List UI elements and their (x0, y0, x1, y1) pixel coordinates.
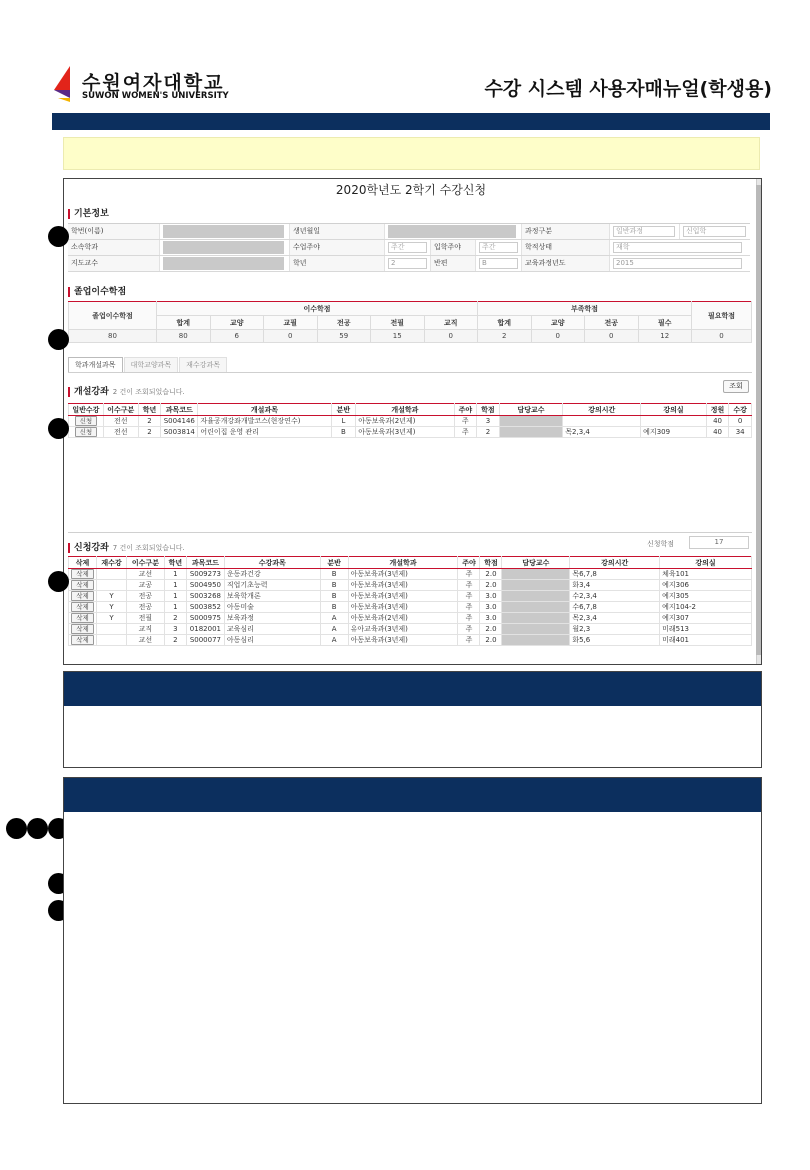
th-col: 과목코드 (186, 557, 224, 569)
cell: 보육학개론 (224, 591, 320, 602)
professor-cell (502, 580, 570, 591)
cell: 아동보육과(3년제) (348, 591, 458, 602)
professor-cell (502, 569, 570, 580)
cell: B (320, 580, 348, 591)
table-row (69, 580, 752, 591)
cell: 예지305 (660, 591, 752, 602)
action-cell (69, 602, 97, 613)
th-col: 재수강 (96, 557, 126, 569)
callout-marker (48, 571, 69, 592)
cell: 주 (458, 602, 480, 613)
credit-cell: 2 (478, 330, 532, 343)
table-row (69, 624, 752, 635)
course-type-value: 일반과정 (610, 224, 680, 239)
grade-value: 2 (385, 256, 431, 271)
cell: Y (96, 602, 126, 613)
th-col: 분반 (320, 557, 348, 569)
th-col: 합계 (157, 316, 211, 330)
info-label: 소속학과 (68, 240, 160, 255)
advisor-value (160, 256, 290, 271)
action-cell (69, 569, 97, 580)
table-row (69, 416, 752, 427)
cell: 40 (706, 416, 729, 427)
cell: A (320, 624, 348, 635)
cell: 직업기초능력 (224, 580, 320, 591)
delete-button[interactable]: 삭제 (71, 580, 94, 590)
cell: 3.0 (480, 602, 502, 613)
info-label: 수업주야 (290, 240, 385, 255)
info-label: 과정구분 (522, 224, 610, 239)
th-col: 학년 (164, 557, 186, 569)
info-label: 학번(이름) (68, 224, 160, 239)
action-cell (69, 613, 97, 624)
cell: 3 (164, 624, 186, 635)
cell: B (320, 569, 348, 580)
cell: Y (96, 591, 126, 602)
th-col: 수강과목 (224, 557, 320, 569)
info-row (68, 240, 750, 256)
cell: 전필 (126, 613, 164, 624)
cell: B (320, 591, 348, 602)
th-col: 담당교수 (502, 557, 570, 569)
description-box (63, 777, 762, 1104)
cell: 예지307 (660, 613, 752, 624)
curriculum-year-value: 2015 (610, 256, 750, 271)
th-col: 교직 (424, 316, 478, 330)
tab-department-courses[interactable]: 학과개설과목 (68, 357, 123, 372)
credit-cell: 0 (424, 330, 478, 343)
credit-cell: 15 (371, 330, 425, 343)
cell: 목6,7,8 (570, 569, 660, 580)
logo-korean-text: 수원여자대학교 (82, 72, 225, 94)
cell: 2 (477, 427, 500, 438)
cell: S009273 (186, 569, 224, 580)
cell: 3.0 (480, 613, 502, 624)
th-col: 과목코드 (161, 404, 198, 416)
cell: L (331, 416, 356, 427)
th-col: 이수구분 (103, 404, 138, 416)
cell: S004146 (161, 416, 198, 427)
delete-button[interactable]: 삭제 (71, 602, 94, 612)
info-label: 학년 (290, 256, 385, 271)
cell (563, 416, 641, 427)
cell: 교선 (126, 635, 164, 646)
cell: 전공 (126, 591, 164, 602)
th-col: 강의실 (660, 557, 752, 569)
th-lack-group: 부족학점 (478, 302, 692, 316)
credit-cell: 80 (157, 330, 211, 343)
th-col: 개설과목 (198, 404, 331, 416)
document-title: 수강 시스템 사용자매뉴얼(학생용) (484, 78, 772, 100)
th-col: 학년 (138, 404, 161, 416)
cell: 주 (458, 591, 480, 602)
cell: 2.0 (480, 624, 502, 635)
table-row (69, 591, 752, 602)
applied-courses-title: 신청강좌 7 건이 조회되었습니다. (68, 543, 185, 553)
th-col: 전공 (585, 316, 639, 330)
professor-cell (502, 591, 570, 602)
cell: 전공 (126, 602, 164, 613)
tab-liberal-courses[interactable]: 대학교양과목 (124, 357, 179, 372)
table-row (69, 635, 752, 646)
callout-marker (48, 226, 69, 247)
professor-cell (502, 613, 570, 624)
applied-credits-label: 신청학점 (647, 540, 675, 548)
cell: 아동심리 (224, 635, 320, 646)
cell: 1 (164, 580, 186, 591)
cell: 주 (458, 569, 480, 580)
action-cell (69, 580, 97, 591)
cell: 아동미술 (224, 602, 320, 613)
th-col: 삭제 (69, 557, 97, 569)
basic-info-title: 기본정보 (68, 209, 109, 219)
university-emblem-icon (52, 64, 80, 104)
cell: 아동보육과(2년제) (348, 613, 458, 624)
th-col: 합계 (478, 316, 532, 330)
cell: 예지104-2 (660, 602, 752, 613)
th-col: 개설학과 (348, 557, 458, 569)
cell: 수2,3,4 (570, 591, 660, 602)
note-box (63, 137, 760, 170)
info-row (68, 256, 750, 272)
basic-info-grid (68, 223, 750, 272)
applied-credits-value: 17 (689, 536, 749, 549)
info-label: 입학주야 (431, 240, 476, 255)
apply-button[interactable]: 신청 (75, 427, 98, 437)
cell: 주 (458, 580, 480, 591)
cell: 34 (729, 427, 752, 438)
th-col: 교양 (531, 316, 585, 330)
scroll-thumb[interactable] (756, 185, 761, 655)
cell: 예지306 (660, 580, 752, 591)
student-id-value (160, 224, 290, 239)
cell: 40 (706, 427, 729, 438)
professor-cell (499, 427, 563, 438)
cell: S003814 (161, 427, 198, 438)
th-col: 학점 (477, 404, 500, 416)
cell: 주 (458, 624, 480, 635)
cell (96, 635, 126, 646)
table-row (69, 569, 752, 580)
cell: 2 (164, 613, 186, 624)
cell: 교육심리 (224, 624, 320, 635)
cell: A (320, 635, 348, 646)
cell: 주 (454, 427, 477, 438)
screen-title: 2020학년도 2학기 수강신청 (335, 183, 487, 197)
cell (641, 416, 707, 427)
th-col: 주야 (458, 557, 480, 569)
applied-courses-count: 7 건이 조회되었습니다. (112, 544, 185, 552)
cell: 미래401 (660, 635, 752, 646)
professor-cell (502, 624, 570, 635)
cell: 목2,3,4 (563, 427, 641, 438)
credit-cell: 0 (531, 330, 585, 343)
th-total: 졸업이수학점 (69, 302, 157, 330)
cell (96, 580, 126, 591)
cell: 자율공개강좌개발코스(현장연수) (198, 416, 331, 427)
cell: 주 (458, 635, 480, 646)
cell: 보육과정 (224, 613, 320, 624)
delete-button[interactable]: 삭제 (71, 635, 94, 645)
cell: 2 (138, 416, 161, 427)
logo-english-text: SUWON WOMEN'S UNIVERSITY (82, 91, 229, 101)
cell: 유아교육과(3년제) (348, 624, 458, 635)
cell: 전선 (103, 427, 138, 438)
cell: 아동보육과(3년제) (348, 569, 458, 580)
th-need: 필요학점 (692, 302, 752, 330)
university-logo (52, 64, 242, 108)
cell: 1 (164, 569, 186, 580)
cell: 체육101 (660, 569, 752, 580)
cell: 미래513 (660, 624, 752, 635)
header-divider-bar (52, 113, 770, 130)
th-col: 전공 (317, 316, 371, 330)
cell: 어린이집 운영 관리 (198, 427, 331, 438)
th-col: 수강 (729, 404, 752, 416)
cell: 화5,6 (570, 635, 660, 646)
action-cell (69, 416, 104, 427)
credit-cell: 59 (317, 330, 371, 343)
cell: B (320, 602, 348, 613)
professor-cell (499, 416, 563, 427)
cell: 2 (164, 635, 186, 646)
cell: 2 (138, 427, 161, 438)
cell (96, 624, 126, 635)
cell: 수6,7,8 (570, 602, 660, 613)
table-row (69, 427, 752, 438)
cell: 교선 (126, 569, 164, 580)
cell: A (320, 613, 348, 624)
th-col: 필수 (638, 316, 692, 330)
cell: 2.0 (480, 635, 502, 646)
cell: 0 (729, 416, 752, 427)
action-cell (69, 427, 104, 438)
department-value (160, 240, 290, 255)
th-col: 분반 (331, 404, 356, 416)
delete-button[interactable]: 삭제 (71, 569, 94, 579)
cell: 아동보육과(3년제) (348, 580, 458, 591)
info-row (68, 224, 750, 240)
cell: 아동보육과(3년제) (356, 427, 454, 438)
callout-marker (48, 329, 69, 350)
credit-cell: 0 (692, 330, 752, 343)
credit-cell: 0 (264, 330, 318, 343)
graduation-values-row (69, 330, 752, 343)
th-col: 주야 (454, 404, 477, 416)
cell: Y (96, 613, 126, 624)
th-col: 일반수강 (69, 404, 104, 416)
cell: 2.0 (480, 580, 502, 591)
cell: 주 (454, 416, 477, 427)
enrollment-status-value: 재학 (610, 240, 750, 255)
course-tabs (68, 357, 752, 373)
th-col: 전필 (371, 316, 425, 330)
admission-type-value: 신입학 (680, 224, 750, 239)
th-col: 강의시간 (570, 557, 660, 569)
cell: 1 (164, 591, 186, 602)
open-courses-count: 2 건이 조회되었습니다. (112, 388, 185, 396)
delete-button[interactable]: 삭제 (71, 591, 94, 601)
admission-daynight-value: 주간 (476, 240, 522, 255)
th-col: 강의시간 (563, 404, 641, 416)
cell: 아동보육과(3년제) (348, 635, 458, 646)
description-header (64, 672, 761, 706)
cell: 화3,4 (570, 580, 660, 591)
info-label: 생년월일 (290, 224, 385, 239)
cell: 전선 (103, 416, 138, 427)
cell: 3 (477, 416, 500, 427)
cell: 월2,3 (570, 624, 660, 635)
registration-screenshot (63, 178, 762, 665)
cell: 교직 (126, 624, 164, 635)
th-col: 강의실 (641, 404, 707, 416)
credit-cell: 6 (210, 330, 264, 343)
vertical-scrollbar[interactable] (756, 179, 761, 664)
info-label: 반편 (431, 256, 476, 271)
cell: 예지309 (641, 427, 707, 438)
th-col: 이수구분 (126, 557, 164, 569)
delete-button[interactable]: 삭제 (71, 624, 94, 634)
action-cell (69, 591, 97, 602)
professor-cell (502, 602, 570, 613)
cell: 2.0 (480, 569, 502, 580)
callout-marker (6, 818, 27, 839)
search-button[interactable]: 조회 (723, 380, 749, 393)
tab-retake-courses[interactable]: 재수강과목 (179, 357, 227, 372)
open-courses-table (68, 403, 752, 438)
th-done-group: 이수학점 (157, 302, 478, 316)
info-label: 학적상태 (522, 240, 610, 255)
cell: S003268 (186, 591, 224, 602)
apply-button[interactable]: 신청 (75, 416, 98, 426)
credit-cell: 0 (585, 330, 639, 343)
cell: S004950 (186, 580, 224, 591)
th-col: 담당교수 (499, 404, 563, 416)
open-courses-title: 개설강좌 2 건이 조회되었습니다. (68, 387, 185, 397)
cell: 아동보육과(2년제) (356, 416, 454, 427)
table-row (69, 613, 752, 624)
graduation-credits-title: 졸업이수학점 (68, 287, 126, 297)
th-col: 개설학과 (356, 404, 454, 416)
th-col: 교필 (264, 316, 318, 330)
cell: S003852 (186, 602, 224, 613)
description-box (63, 671, 762, 768)
info-label: 지도교수 (68, 256, 160, 271)
cell: 운동과건강 (224, 569, 320, 580)
birthdate-value (385, 224, 522, 239)
description-header (64, 778, 761, 812)
credit-cell: 80 (69, 330, 157, 343)
cell: S000077 (186, 635, 224, 646)
cell: 0182001 (186, 624, 224, 635)
cell: 주 (458, 613, 480, 624)
cell: 목2,3,4 (570, 613, 660, 624)
th-col: 정원 (706, 404, 729, 416)
graduation-credits-table (68, 301, 752, 343)
callout-marker (48, 418, 69, 439)
th-col: 교양 (210, 316, 264, 330)
th-col: 학점 (480, 557, 502, 569)
cell: S000975 (186, 613, 224, 624)
class-section-value: B (476, 256, 522, 271)
cell: 1 (164, 602, 186, 613)
table-row (69, 602, 752, 613)
callout-marker (27, 818, 48, 839)
action-cell (69, 624, 97, 635)
info-label: 교육과정년도 (522, 256, 610, 271)
cell: B (331, 427, 356, 438)
cell: 3.0 (480, 591, 502, 602)
credit-cell: 12 (638, 330, 692, 343)
delete-button[interactable]: 삭제 (71, 613, 94, 623)
cell: 아동보육과(3년제) (348, 602, 458, 613)
class-daynight-value: 주간 (385, 240, 431, 255)
professor-cell (502, 635, 570, 646)
applied-courses-table (68, 556, 752, 646)
cell: 교공 (126, 580, 164, 591)
action-cell (69, 635, 97, 646)
cell (96, 569, 126, 580)
